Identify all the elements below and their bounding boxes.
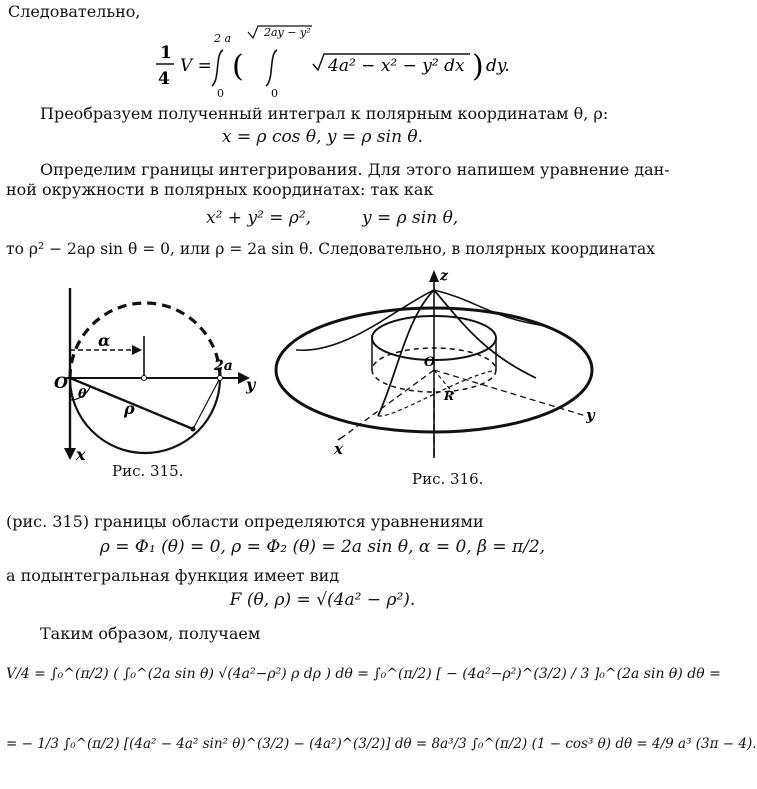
label-x-316: x [334,440,343,458]
equation-circle-polar-b: y = ρ sin θ, [362,208,459,228]
caption-fig315: Рис. 315. [112,462,184,480]
svg-text:dy.: dy. [486,56,510,76]
label-origin: O [54,373,68,392]
label-R: R [444,389,454,403]
paragraph-thus: Таким образом, получаем [40,624,261,643]
paragraph-domain-bounds: (рис. 315) границы области определяются уравнениями [6,512,484,531]
label-origin-316: O [424,355,436,370]
paragraph-integrand: а подынтегральная функция имеет вид [6,566,340,585]
paragraph-limits-line1: Определим границы интегрирования. Для этого напишем уравнение дан- [40,160,670,179]
svg-text:2ay − y²: 2ay − y² [264,26,311,39]
svg-text:0: 0 [217,87,224,100]
svg-text:V =: V = [180,56,212,76]
paragraph-circle-result: то ρ² − 2aρ sin θ = 0, или ρ = 2a sin θ. Следовательно, в полярных координатах [6,240,656,258]
equation-volume-cartesian [0,24,645,100]
svg-text:4: 4 [158,69,170,89]
label-y-316: y [586,406,595,424]
label-2a: 2a [214,358,233,374]
equation-bounds: ρ = Φ₁ (θ) = 0, ρ = Φ₂ (θ) = 2a sin θ, α = 0, β = π/2, [99,537,546,557]
svg-text:1: 1 [160,43,172,63]
figure-315 [40,282,270,472]
figure-316 [286,268,636,468]
label-rho: ρ [124,399,135,418]
svg-text:(: ( [232,49,244,84]
label-alpha: α [98,331,111,350]
svg-text:2 a: 2 a [214,32,232,45]
paragraph-polar-transform: Преобразуем полученный интеграл к полярным координатам θ, ρ: [40,104,609,123]
caption-fig316: Рис. 316. [412,470,484,488]
equation-circle-polar-a: x² + y² = ρ², [206,208,312,228]
paragraph-limits-line2: ной окружности в полярных координатах: так как [6,180,434,199]
svg-text:0: 0 [271,87,278,100]
label-x: x [76,445,86,464]
paragraph-therefore: Следовательно, [8,2,141,21]
equation-volume-result: = − 1/3 ∫₀^(π/2) [(4a² − 4a² sin² θ)^(3/2) − (4a²)^(3/2)] dθ = 8a³/3 ∫₀^(π/2) (1 − cos³ θ) dθ = 4/9 a³ (3π − 4). [6,736,757,752]
label-y: y [246,375,256,394]
equation-volume-polar: V/4 = ∫₀^(π/2) ( ∫₀^(2a sin θ) √(4a²−ρ²) ρ dρ ) dθ = ∫₀^(π/2) [ − (4a²−ρ²)^(3/2) / 3 ]₀^(2a sin θ) dθ = [6,666,721,682]
label-theta: θ [78,387,87,402]
equation-polar-coords: x = ρ cos θ, y = ρ sin θ. [221,127,424,147]
svg-text:4a² − x² − y² dx: 4a² − x² − y² dx [328,56,465,76]
equation-integrand: F (θ, ρ) = √(4a² − ρ²). [229,590,416,610]
label-z: z [440,268,448,284]
svg-text:): ) [472,49,484,84]
